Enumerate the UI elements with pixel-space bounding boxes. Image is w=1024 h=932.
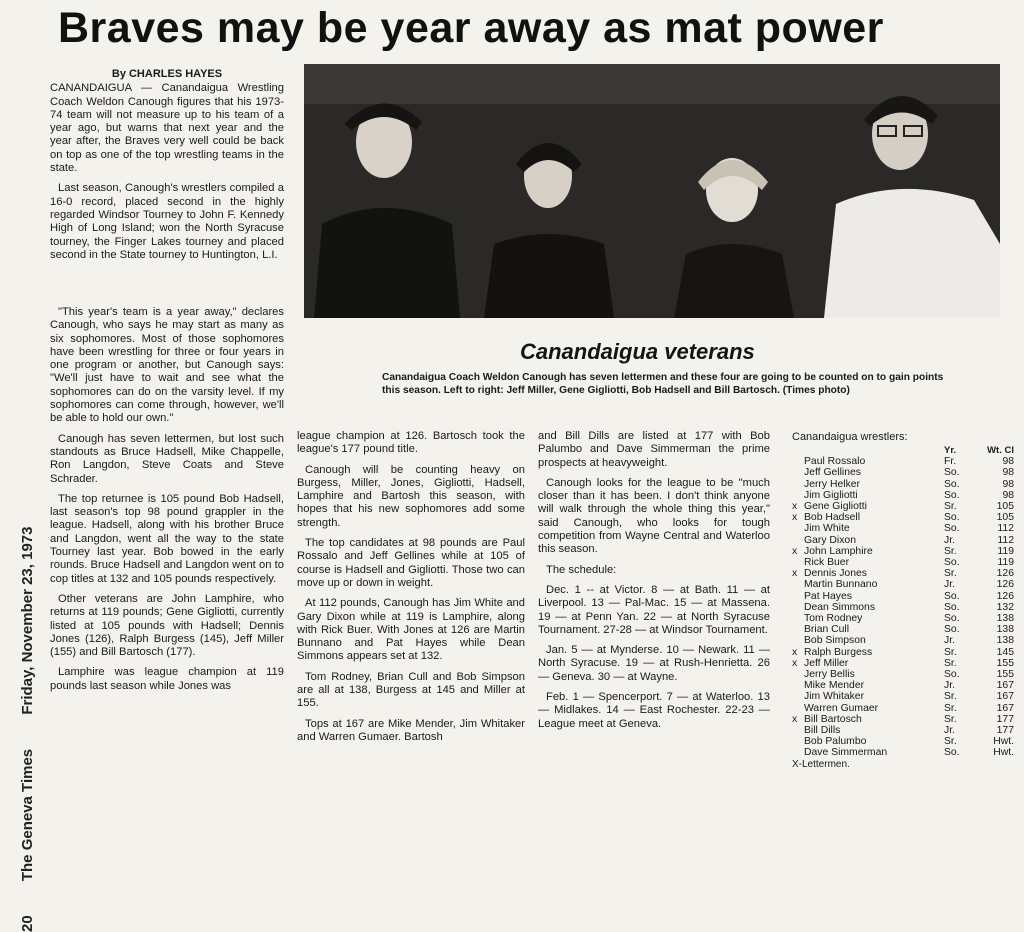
roster-year: Sr.	[944, 713, 957, 725]
headline: Braves may be year away as mat power	[58, 4, 884, 52]
roster-mark	[792, 635, 804, 646]
article-paragraph: Canough will be counting heavy on Burgess, Miller, Jones, Gigliotti, Hadsell, Lamphire and Bartosh this season, with hopes that his new sophomores add some strength.	[297, 463, 525, 529]
roster-row	[792, 467, 1018, 478]
roster-year: Sr.	[944, 646, 957, 658]
roster-year: Sr.	[944, 691, 957, 703]
roster-year: So.	[944, 590, 960, 602]
roster-year: Jr.	[944, 534, 955, 546]
newspaper-name: The Geneva Times	[19, 748, 36, 882]
roster-row	[792, 624, 1018, 635]
byline: By CHARLES HAYES	[111, 68, 223, 80]
roster-name: Dennis Jones	[804, 568, 867, 580]
roster-name: Paul Rossalo	[804, 456, 866, 468]
article-column-2	[297, 430, 525, 751]
roster-row	[792, 613, 1018, 624]
roster-mark	[792, 703, 804, 714]
roster-name: Warren Gumaer	[804, 702, 879, 714]
roster-year: So.	[944, 624, 960, 636]
roster-row	[792, 691, 1018, 702]
roster-mark: x	[792, 501, 798, 513]
roster-weight: 155	[996, 669, 1014, 681]
roster-year: So.	[944, 601, 960, 613]
roster-weight: 167	[996, 691, 1014, 703]
roster-name: Jim Gigliotti	[804, 489, 858, 501]
roster-row	[792, 523, 1018, 534]
article-column-1-continued	[50, 306, 284, 700]
roster-year: So.	[944, 557, 960, 569]
roster-mark	[792, 736, 804, 747]
roster-weight: Hwt.	[993, 736, 1014, 748]
roster-row	[792, 680, 1018, 691]
roster-row	[792, 501, 1018, 512]
roster-name: Jim Whitaker	[804, 691, 865, 703]
roster-name: Bob Hadsell	[804, 512, 861, 524]
article-paragraph: Canough has seven lettermen, but lost such standouts as Bruce Hadsell, Mike Chappelle, Ron Langdon, Steve Coats and Steve Schrader.	[50, 432, 284, 485]
roster-name: Jerry Helker	[804, 478, 861, 490]
roster-name: John Lamphire	[804, 545, 873, 557]
article-paragraph: Canough looks for the league to be "much closer than it has been. I don't think anyone will walk through the whole thing this year," said Canough, who looks for tough competition from Wayne Central and Waterloo this season.	[538, 476, 770, 556]
roster-weight: 98	[1002, 489, 1014, 501]
roster-row	[792, 546, 1018, 557]
roster-name: Ralph Burgess	[804, 646, 873, 658]
roster-year: So.	[944, 613, 960, 625]
roster-weight: 126	[996, 568, 1014, 580]
roster-row	[792, 557, 1018, 568]
roster-weight: 105	[996, 501, 1014, 513]
roster-mark: x	[792, 568, 798, 580]
roster-weight: 145	[996, 646, 1014, 658]
article-paragraph: The top candidates at 98 pounds are Paul Rossalo and Jeff Gellines while at 105 of course is Hadsell and Gigliotti. Those two can move up or down in weight.	[297, 537, 525, 589]
issue-date: Friday, November 23, 1973	[19, 526, 36, 715]
roster-name: Dean Simmons	[804, 601, 876, 613]
article-paragraph: Tops at 167 are Mike Mender, Jim Whitaker and Warren Gumaer. Bartosh	[297, 717, 525, 743]
roster-mark	[792, 557, 804, 568]
schedule-february: Feb. 1 — Spencerport. 7 — at Waterloo. 13 — Midlakes. 14 — East Rochester. 22-23 — League meet at Geneva.	[538, 691, 770, 730]
roster-year: So.	[944, 478, 960, 490]
roster-year: So.	[944, 747, 960, 759]
roster-weight: 167	[996, 680, 1014, 692]
roster-header-weight: Wt. Cl	[987, 445, 1014, 456]
roster-weight: 105	[996, 512, 1014, 524]
roster-weight: Hwt.	[993, 747, 1014, 759]
roster-row	[792, 479, 1018, 490]
roster-row	[792, 736, 1018, 747]
roster-box	[792, 430, 1018, 770]
article-paragraph: Lamphire was league champion at 119 pounds last season while Jones was	[50, 666, 284, 692]
roster-weight: 126	[996, 579, 1014, 591]
roster-name: Jeff Gellines	[804, 467, 861, 479]
roster-year: So.	[944, 669, 960, 681]
roster-row	[792, 490, 1018, 501]
roster-row	[792, 591, 1018, 602]
roster-weight: 138	[996, 635, 1014, 647]
roster-row	[792, 512, 1018, 523]
roster-name: Bill Dills	[804, 725, 841, 737]
roster-row	[792, 747, 1018, 758]
roster-weight: 119	[997, 545, 1014, 557]
roster-weight: 119	[997, 557, 1014, 569]
roster-mark: x	[792, 713, 798, 725]
roster-mark	[792, 747, 804, 758]
roster-mark	[792, 456, 804, 467]
article-paragraph: Last season, Canough's wrestlers compiled a 16-0 record, placed second in the highly regarded Windsor Tourney to John F. Kennedy High of Long Island; won the North Syracuse tourney, the Finger Lakes tourney and placed second in the State tourney to Huntington, L.I.	[50, 182, 284, 261]
roster-mark	[792, 613, 804, 624]
roster-header-year: Yr.	[944, 445, 957, 456]
roster-year: Fr.	[944, 456, 957, 468]
roster-year: Sr.	[944, 657, 957, 669]
roster-year: So.	[944, 467, 960, 479]
roster-mark	[792, 591, 804, 602]
roster-mark	[792, 579, 804, 590]
roster-year: Sr.	[944, 545, 957, 557]
roster-mark: x	[792, 646, 798, 658]
roster-weight: 112	[997, 534, 1014, 546]
roster-year: So.	[944, 489, 960, 501]
article-paragraph: The top returnee is 105 pound Bob Hadsell, last season's top 98 pound grappler in the league. Hadsell, along with his brother Bruce and Langdon, went all the way to the state Tourney last year. Bob bowed in the early rounds. Bruce Hadsell and Langdon went on to cop titles at 132 and 105 pounds respectively.	[50, 492, 284, 585]
roster-row	[792, 703, 1018, 714]
roster-year: Jr.	[944, 635, 955, 647]
roster-weight: 98	[1002, 467, 1014, 479]
roster-year: So.	[944, 512, 960, 524]
roster-year: Jr.	[944, 725, 955, 737]
roster-name: Bill Bartosch	[804, 713, 862, 725]
article-paragraph: and Bill Dills are listed at 177 with Bob Palumbo and Dave Simmerman the prime prospects at heavyweight.	[538, 430, 770, 469]
roster-year: Jr.	[944, 680, 955, 692]
article-paragraph: "This year's team is a year away," declares Canough, who says he may start as many as six sophomores. Most of those sophomores have been wrestling for three or four years in one program or another, but Canough says: "We'll just have to wait and see what the sophomores can do on the varsity level. If my sophomores can come through, however, we'll be able to hold our own."	[50, 306, 284, 425]
article-paragraph: CANANDAIGUA — Canandaigua Wrestling Coach Weldon Canough figures that his 1973-74 team will not measure up to his team of a year ago, but warns that next year and the year after, the Braves very well could be back on top as one of the top wrestling teams in the state.	[50, 82, 284, 175]
roster-mark	[792, 490, 804, 501]
roster-row	[792, 456, 1018, 467]
roster-row	[792, 535, 1018, 546]
team-photo	[304, 64, 1000, 318]
roster-row	[792, 714, 1018, 725]
roster-name: Jerry Bellis	[804, 669, 855, 681]
roster-footnote: X-Lettermen.	[792, 758, 850, 770]
roster-name: Rick Buer	[804, 557, 850, 569]
photo-caption-title: Canandaigua veterans	[520, 339, 755, 364]
roster-name: Martin Bunnano	[804, 579, 878, 591]
roster-row	[792, 602, 1018, 613]
roster-year: Sr.	[944, 736, 957, 748]
roster-mark	[792, 624, 804, 635]
roster-name: Bob Palumbo	[804, 736, 867, 748]
roster-name: Jeff Miller	[804, 657, 849, 669]
article-paragraph: league champion at 126. Bartosch took the league's 177 pound title.	[297, 430, 525, 456]
article-column-3	[538, 430, 770, 738]
roster-row	[792, 725, 1018, 736]
roster-row	[792, 568, 1018, 579]
roster-weight: 167	[996, 702, 1014, 714]
roster-name: Bob Simpson	[804, 635, 866, 647]
roster-name: Dave Simmerman	[804, 747, 888, 759]
roster-rows	[792, 456, 1018, 758]
roster-weight: 177	[996, 713, 1014, 725]
roster-row	[792, 579, 1018, 590]
roster-year: Sr.	[944, 568, 957, 580]
roster-mark: x	[792, 545, 798, 557]
schedule-december: Dec. 1 -- at Victor. 8 — at Bath. 11 — at Liverpool. 13 — Pal-Mac. 15 — at Massena. 19 — at Penn Yan. 22 — at North Syracuse Tournament. 27-28 — at Windsor Tournament.	[538, 583, 770, 636]
roster-row	[792, 658, 1018, 669]
team-photo-image	[304, 64, 1000, 318]
article-paragraph: Tom Rodney, Brian Cull and Bob Simpson are all at 138, Burgess at 145 and Miller at 155.	[297, 670, 525, 710]
roster-year: So.	[944, 523, 960, 535]
article-paragraph: Other veterans are John Lamphire, who returns at 119 pounds; Gene Gigliotti, currently listed at 105 pounds with Hadsell; Dennis Jones (126), Ralph Burgess (145), Jeff Miller (155) and Bill Bartosch (177).	[50, 592, 284, 659]
roster-mark	[792, 602, 804, 613]
article-column-1	[50, 68, 284, 269]
roster-weight: 98	[1002, 478, 1014, 490]
roster-weight: 126	[996, 590, 1014, 602]
roster-mark: x	[792, 657, 798, 669]
page-number: 20	[19, 915, 36, 932]
roster-year: Sr.	[944, 501, 957, 513]
roster-weight: 112	[997, 523, 1014, 535]
roster-mark	[792, 467, 804, 478]
roster-mark	[792, 535, 804, 546]
page-folio	[16, 212, 40, 932]
roster-header	[792, 445, 1018, 456]
roster-mark	[792, 669, 804, 680]
roster-weight: 138	[996, 624, 1014, 636]
photo-caption: Canandaigua Coach Weldon Canough has seven lettermen and these four are going to be counted on to gain points this season. Left to right: Jeff Miller, Gene Gigliotti, Bob Hadsell and Bill Bartosch. (Times photo)	[382, 372, 944, 396]
schedule-heading: The schedule:	[546, 563, 617, 576]
roster-weight: 98	[1002, 456, 1014, 468]
roster-name: Brian Cull	[804, 624, 850, 636]
roster-mark	[792, 680, 804, 691]
article-paragraph: At 112 pounds, Canough has Jim White and Gary Dixon while at 119 is Lamphire, along with Rick Buer. With Jones at 126 are Martin Bunnano and Pat Hayes while Dean Simmons appears set at 132.	[297, 597, 525, 663]
roster-title: Canandaigua wrestlers:	[792, 431, 908, 443]
roster-weight: 132	[996, 601, 1014, 613]
roster-year: Sr.	[944, 702, 957, 714]
roster-name: Jim White	[804, 523, 850, 535]
roster-mark	[792, 479, 804, 490]
roster-mark	[792, 725, 804, 736]
roster-mark	[792, 523, 804, 534]
schedule-january: Jan. 5 — at Mynderse. 10 — Newark. 11 — North Syracuse. 19 — at Rush-Henrietta. 26 — Geneva. 30 — at Wayne.	[538, 644, 770, 683]
roster-weight: 177	[996, 725, 1014, 737]
roster-name: Tom Rodney	[804, 613, 863, 625]
roster-weight: 155	[996, 657, 1014, 669]
roster-name: Gene Gigliotti	[804, 501, 867, 513]
roster-row	[792, 647, 1018, 658]
roster-weight: 138	[996, 613, 1014, 625]
roster-year: Jr.	[944, 579, 955, 591]
roster-name: Gary Dixon	[804, 534, 856, 546]
roster-mark	[792, 691, 804, 702]
roster-row	[792, 669, 1018, 680]
roster-name: Mike Mender	[804, 680, 865, 692]
roster-mark: x	[792, 512, 798, 524]
roster-row	[792, 635, 1018, 646]
roster-name: Pat Hayes	[804, 590, 852, 602]
